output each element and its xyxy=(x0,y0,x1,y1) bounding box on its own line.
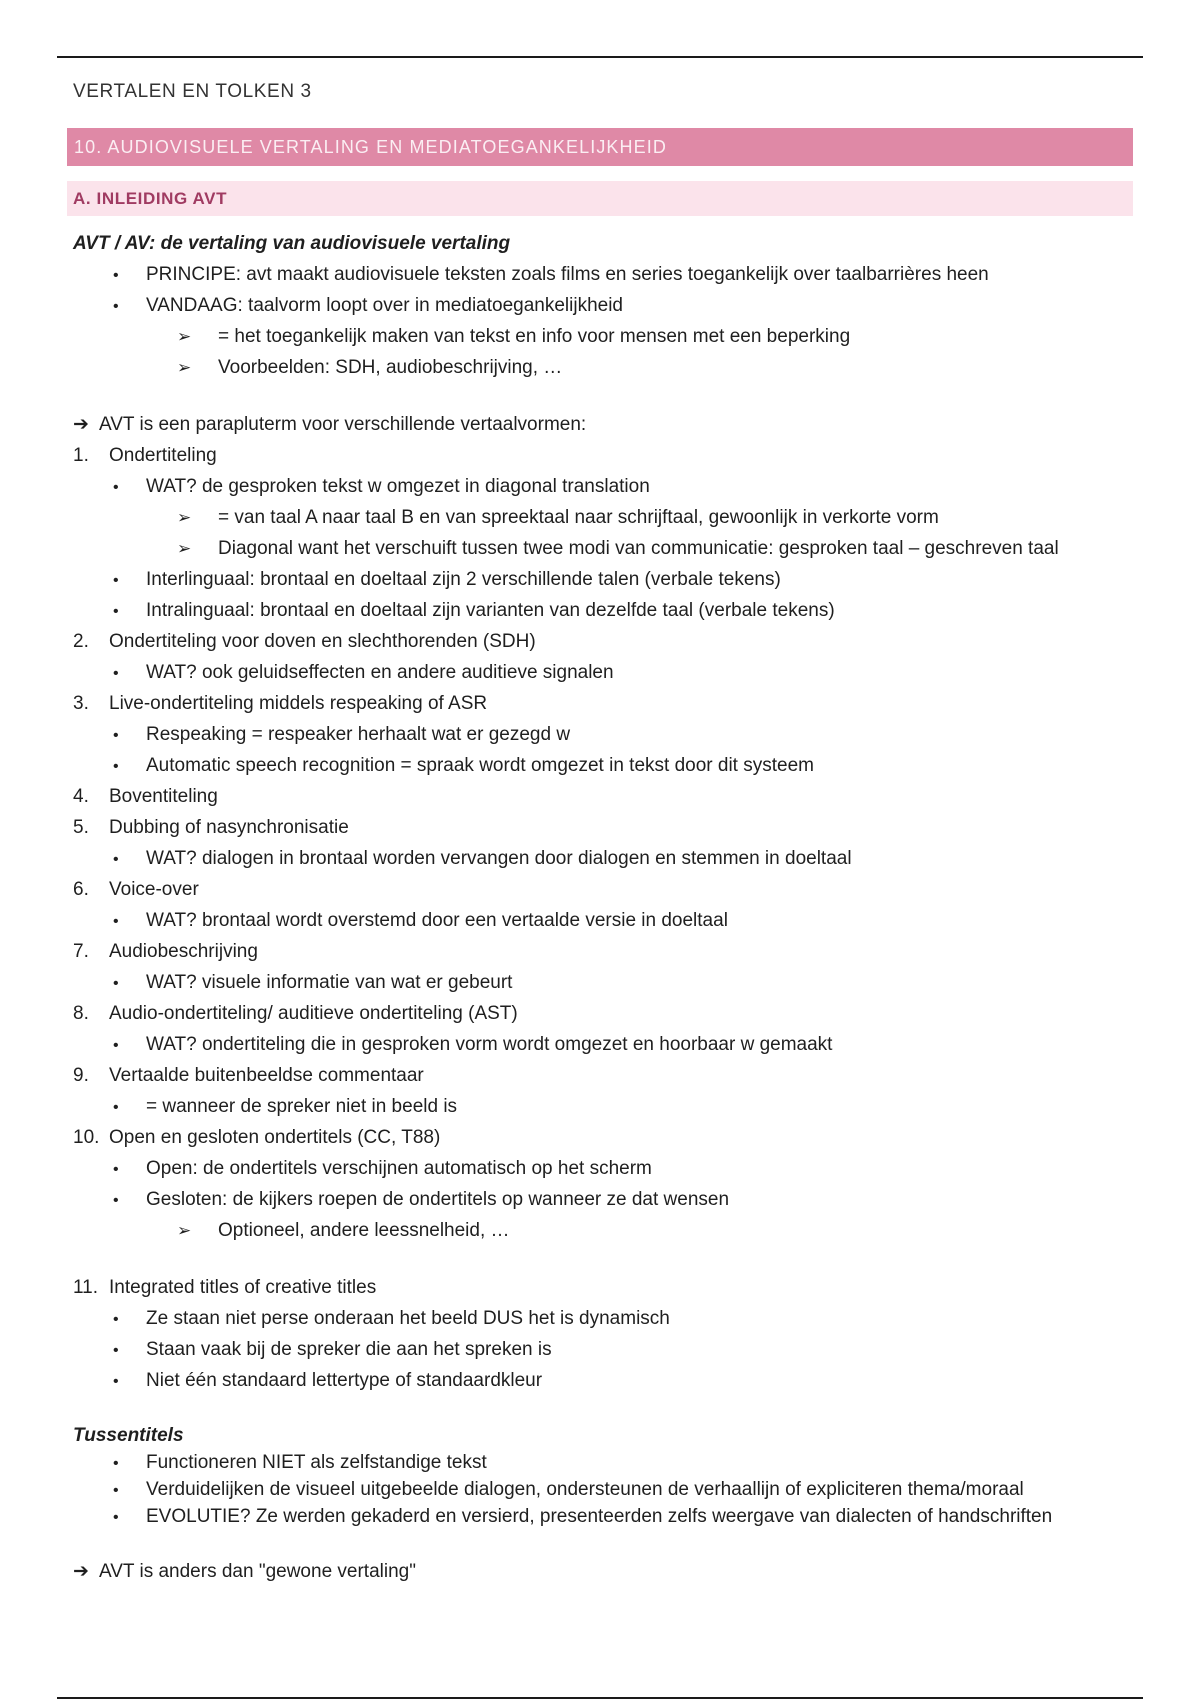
sub-bullet-item: ➢ Diagonal want het verschuift tussen twee modi van communicatie: gesproken taal – geschreven taal xyxy=(73,533,1148,564)
sub-bullet-item: ➢ Voorbeelden: SDH, audiobeschrijving, … xyxy=(73,352,1148,383)
numbered-item: 3. Live-ondertiteling middels respeaking of ASR xyxy=(73,693,488,714)
arrowhead-bullet-icon: ➢ xyxy=(177,508,192,527)
numbered-item: 4. Boventiteling xyxy=(73,786,218,807)
subsection-heading: A. INLEIDING AVT xyxy=(67,181,1133,216)
bullet-icon: • xyxy=(113,1037,119,1054)
bullet-icon: • xyxy=(113,851,119,868)
arrowhead-bullet-icon: ➢ xyxy=(177,1221,192,1240)
bullet-item: • WAT? visuele informatie van wat er gebeurt xyxy=(73,967,1148,998)
bullet-icon: • xyxy=(113,1373,119,1390)
arrow-right-icon: ➔ xyxy=(73,414,89,435)
arrowhead-bullet-icon: ➢ xyxy=(177,327,192,346)
bullet-item: • Respeaking = respeaker herhaalt wat er gezegd w xyxy=(73,719,1148,750)
document-title: VERTALEN EN TOLKEN 3 xyxy=(73,81,312,102)
bullet-icon: • xyxy=(113,1161,119,1178)
bullet-icon: • xyxy=(113,665,119,682)
arrowhead-bullet-icon: ➢ xyxy=(177,539,192,558)
bullet-icon: • xyxy=(113,1099,119,1116)
bullet-icon: • xyxy=(113,1509,119,1526)
bullet-item: • WAT? dialogen in brontaal worden vervangen door dialogen en stemmen in doeltaal xyxy=(73,843,1148,874)
bullet-item: • Verduidelijken de visueel uitgebeelde dialogen, ondersteunen de verhaallijn of expliciteren thema/moraal xyxy=(73,1476,1148,1503)
bullet-icon: • xyxy=(113,1482,119,1499)
sub-bullet-item: ➢ = van taal A naar taal B en van spreektaal naar schrijftaal, gewoonlijk in verkorte vorm xyxy=(73,502,1148,533)
numbered-item: 11. Integrated titles of creative titles xyxy=(73,1277,377,1298)
sub-bullet-item: ➢ Optioneel, andere leessnelheid, … xyxy=(73,1215,1148,1246)
bullet-icon: • xyxy=(113,727,119,744)
bullet-icon: • xyxy=(113,1342,119,1359)
bullet-item: • WAT? de gesproken tekst w omgezet in diagonal translation xyxy=(73,471,1148,502)
umbrella-statement: ➔ AVT is een parapluterm voor verschillende vertaalvormen: xyxy=(73,409,1148,440)
bullet-icon: • xyxy=(113,975,119,992)
numbered-item: 2. Ondertiteling voor doven en slechthorenden (SDH) xyxy=(73,631,536,652)
bullet-item: • Automatic speech recognition = spraak wordt omgezet in tekst door dit systeem xyxy=(73,750,1148,781)
bullet-icon: • xyxy=(113,1455,119,1472)
bullet-item: • EVOLUTIE? Ze werden gekaderd en versierd, presenteerden zelfs weergave van dialecten of handschriften xyxy=(73,1503,1148,1530)
bullet-icon: • xyxy=(113,1192,119,1209)
bullet-item: • Interlinguaal: brontaal en doeltaal zijn 2 verschillende talen (verbale tekens) xyxy=(73,564,1148,595)
bullet-icon: • xyxy=(113,479,119,496)
numbered-item: 1. Ondertiteling xyxy=(73,445,217,466)
bullet-item: • Ze staan niet perse onderaan het beeld DUS het is dynamisch xyxy=(73,1303,1148,1334)
header-rule xyxy=(57,56,1143,58)
numbered-item: 8. Audio-ondertiteling/ auditieve ondertiteling (AST) xyxy=(73,1003,518,1024)
numbered-item: 6. Voice-over xyxy=(73,879,199,900)
section-heading: 10. AUDIOVISUELE VERTALING EN MEDIATOEGANKELIJKHEID xyxy=(67,128,1133,166)
definition-heading: AVT / AV: de vertaling van audiovisuele vertaling xyxy=(73,233,511,254)
closing-statement: ➔ AVT is anders dan "gewone vertaling" xyxy=(73,1556,1148,1587)
numbered-item: 7. Audiobeschrijving xyxy=(73,941,258,962)
bullet-item: • PRINCIPE: avt maakt audiovisuele teksten zoals films en series toegankelijk over taalbarrières heen xyxy=(73,259,1148,290)
bullet-item: • WAT? brontaal wordt overstemd door een vertaalde versie in doeltaal xyxy=(73,905,1148,936)
document-body xyxy=(73,228,1148,1587)
bullet-item: • Staan vaak bij de spreker die aan het spreken is xyxy=(73,1334,1148,1365)
footer-rule xyxy=(57,1697,1143,1699)
bullet-icon: • xyxy=(113,572,119,589)
numbered-item: 5. Dubbing of nasynchronisatie xyxy=(73,817,349,838)
sub-bullet-item: ➢ = het toegankelijk maken van tekst en info voor mensen met een beperking xyxy=(73,321,1148,352)
bullet-item: • VANDAAG: taalvorm loopt over in mediatoegankelijkheid xyxy=(73,290,1148,321)
numbered-item: 10. Open en gesloten ondertitels (CC, T88) xyxy=(73,1127,441,1148)
bullet-icon: • xyxy=(113,1311,119,1328)
arrow-right-icon: ➔ xyxy=(73,1561,89,1582)
bullet-item: • Intralinguaal: brontaal en doeltaal zijn varianten van dezelfde taal (verbale tekens) xyxy=(73,595,1148,626)
bullet-item: • = wanneer de spreker niet in beeld is xyxy=(73,1091,1148,1122)
bullet-icon: • xyxy=(113,298,119,315)
bullet-item: • Open: de ondertitels verschijnen automatisch op het scherm xyxy=(73,1153,1148,1184)
bullet-item: • Gesloten: de kijkers roepen de ondertitels op wanneer ze dat wensen xyxy=(73,1184,1148,1215)
bullet-item: • Niet één standaard lettertype of standaardkleur xyxy=(73,1365,1148,1396)
bullet-icon: • xyxy=(113,758,119,775)
bullet-icon: • xyxy=(113,603,119,620)
bullet-item: • WAT? ondertiteling die in gesproken vorm wordt omgezet en hoorbaar w gemaakt xyxy=(73,1029,1148,1060)
arrowhead-bullet-icon: ➢ xyxy=(177,358,192,377)
bullet-item: • Functioneren NIET als zelfstandige tekst xyxy=(73,1449,1148,1476)
bullet-icon: • xyxy=(113,913,119,930)
tussentitels-heading: Tussentitels xyxy=(73,1425,184,1446)
bullet-item: • WAT? ook geluidseffecten en andere auditieve signalen xyxy=(73,657,1148,688)
bullet-icon: • xyxy=(113,267,119,284)
numbered-item: 9. Vertaalde buitenbeeldse commentaar xyxy=(73,1065,424,1086)
